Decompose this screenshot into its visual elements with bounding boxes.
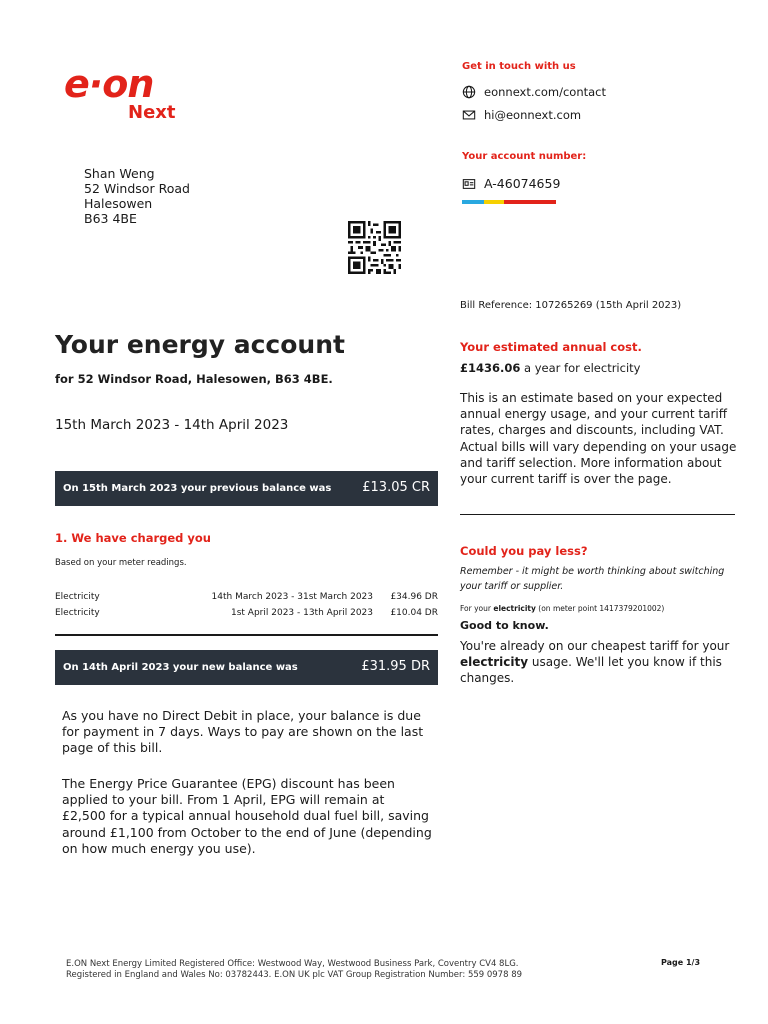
contact-title: Get in touch with us [462,61,576,72]
address-line1: 52 Windsor Road [84,181,190,196]
new-balance-label: On 14th April 2023 your new balance was [63,662,298,673]
charged-title: 1. We have charged you [55,531,211,545]
logo-next: Next [128,102,176,123]
bill-period: 15th March 2023 - 14th April 2023 [55,417,289,433]
contact-website-row[interactable] [462,85,606,99]
charges-divider [55,634,438,636]
for-address: for 52 Windsor Road, Halesowen, B63 4BE. [55,372,333,386]
page-number: Page 1/3 [661,958,701,967]
epg-paragraph: The Energy Price Guarantee (EPG) discount has been applied to your bill. From 1 April, EPG will remain at £2,500 for a typical annual household dual fuel bill, saving around £1,100 from October to the end of June (depending on how much energy you use). [62,776,432,856]
new-balance-bar [55,650,438,685]
id-card-icon [462,177,476,191]
address-postcode: B63 4BE [84,211,137,226]
charge-amount: £34.96 DR [390,592,438,602]
charge-period: 1st April 2023 - 13th April 2023 [231,608,373,618]
recipient-name: Shan Weng [84,166,155,181]
pay-less-title: Could you pay less? [460,544,588,558]
contact-email[interactable]: hi@eonnext.com [484,108,582,122]
meter-note-fuel: electricity [493,604,536,613]
meter-point-note [460,604,664,613]
recipient-address [84,166,190,226]
page-title: Your energy account [55,330,345,359]
cheapest-prefix: You're already on our cheapest tariff for your [460,639,730,653]
new-balance-amount: £31.95 DR [361,659,430,674]
account-color-bar [462,200,556,204]
cheapest-fuel: electricity [460,655,529,670]
footer-line2: Registered in England and Wales No: 03782443. E.ON UK plc VAT Group Registration Number: 559 0978 89 [66,970,523,980]
globe-icon [462,85,476,99]
estimated-cost-amount: £1436.06 [460,361,521,375]
address-town: Halesowen [84,196,153,211]
cheapest-tariff-message [460,638,730,687]
account-number: A-46074659 [484,176,561,191]
contact-website[interactable]: eonnext.com/contact [484,85,607,99]
cheapest-suffix: usage. We'll let you know if this changes. [460,655,722,686]
contact-email-row[interactable] [462,108,581,122]
color-bar-red [504,200,556,204]
color-bar-yellow [484,200,504,204]
meter-note-suffix: (on meter point 1417379201002) [535,604,665,613]
estimated-cost [460,361,640,375]
footer-legal [66,959,522,981]
estimated-cost-suffix: a year for electricity [520,361,641,375]
previous-balance-amount: £13.05 CR [362,480,430,495]
charge-type: Electricity [55,592,100,602]
pay-less-remember: Remember - it might be worth thinking about switching your tariff or supplier. [460,566,725,592]
eon-next-logo [64,62,184,132]
payment-due-paragraph: As you have no Direct Debit in place, your balance is due for payment in 7 days. Ways to pay are shown on the last page of this bill. [62,708,424,756]
meter-note-prefix: For your [460,604,494,613]
qr-code [348,221,401,274]
charge-type: Electricity [55,608,100,618]
right-divider [460,514,735,515]
envelope-icon [462,108,476,122]
estimated-cost-title: Your estimated annual cost. [460,340,642,354]
charge-period: 14th March 2023 - 31st March 2023 [211,592,373,602]
estimate-explanation: This is an estimate based on your expected annual energy usage, and your current tariff rates, charges and discounts, including VAT. Actual bills will vary depending on your usage and tariff selection. More information about your current tariff is over the page. [460,391,737,487]
account-number-row [462,176,560,191]
previous-balance-bar [55,471,438,506]
color-bar-blue [462,200,484,204]
good-to-know: Good to know. [460,619,549,632]
based-on-readings: Based on your meter readings. [55,558,187,568]
previous-balance-label: On 15th March 2023 your previous balance was [63,483,332,494]
charge-amount: £10.04 DR [390,608,438,618]
logo-wordmark: e·on [64,62,154,106]
footer-line1: E.ON Next Energy Limited Registered Office: Westwood Way, Westwood Business Park, Coventry CV4 8LG. [66,959,519,969]
account-number-title: Your account number: [462,151,587,162]
bill-reference: Bill Reference: 107265269 (15th April 2023) [460,300,682,311]
